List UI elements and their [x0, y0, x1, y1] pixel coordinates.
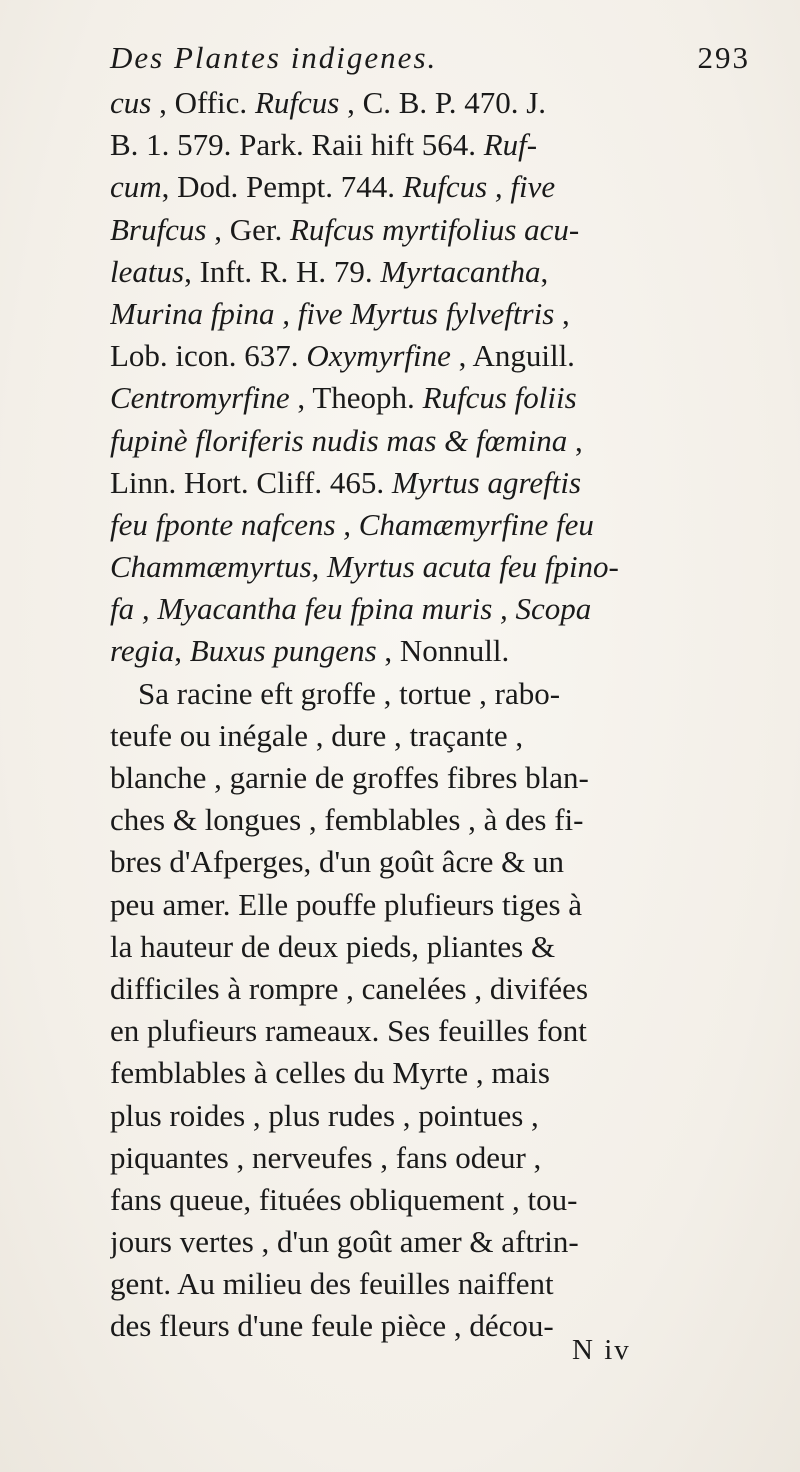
text-line [110, 757, 770, 799]
text-segment: , Ger. [206, 211, 290, 247]
text-segment: , Nonnull. [376, 633, 510, 669]
italic-segment: fupinè floriferis nudis mas & fœmina [110, 422, 568, 458]
italic-segment: leatus [110, 253, 185, 289]
text-segment: Lob. icon. 637. [110, 338, 307, 374]
text-segment: difficiles à rompre , canelées , divifées [110, 970, 589, 1006]
text-line [110, 1095, 770, 1137]
italic-segment: Ruf- [483, 127, 538, 163]
italic-segment: Myrtacantha [380, 253, 541, 289]
running-head [110, 40, 750, 80]
text-segment: des fleurs d'une feule pièce , décou- [110, 1308, 554, 1344]
text-segment: la hauteur de deux pieds, pliantes & [110, 928, 556, 964]
text-segment: , Dod. Pempt. 744. [161, 169, 403, 205]
text-line [110, 630, 770, 672]
text-line [110, 926, 770, 968]
text-segment: , [540, 253, 549, 289]
text-line [110, 1052, 770, 1094]
running-head-title: Des Plantes indigenes. [110, 40, 438, 75]
text-segment: gent. Au milieu des feuilles naiffent [110, 1266, 554, 1302]
text-segment: , [174, 633, 190, 669]
text-line [110, 799, 770, 841]
text-segment: , Offic. [151, 85, 255, 120]
text-segment: femblables à celles du Myrte , mais [110, 1055, 550, 1091]
italic-segment: Rufcus foliis [422, 380, 577, 416]
italic-segment: Murina fpina , five Myrtus fylveftris [110, 295, 555, 331]
text-line [110, 82, 770, 124]
text-line [110, 209, 770, 251]
text-line [110, 1263, 770, 1305]
text-line [110, 504, 770, 546]
italic-segment: Buxus pungens [189, 633, 377, 669]
text-line [110, 546, 770, 588]
text-line [110, 588, 770, 630]
text-segment: teufe ou inégale , dure , traçante , [110, 717, 524, 753]
text-segment: Sa racine eft groffe , tortue , rabo- [138, 675, 561, 711]
text-segment: , Anguill. [450, 338, 575, 374]
text-line [110, 1137, 770, 1179]
text-segment: , C. B. P. 470. J. [339, 85, 547, 120]
text-line [110, 715, 770, 757]
text-segment: plus roides , plus rudes , pointues , [110, 1097, 539, 1133]
text-segment: , Inft. R. H. 79. [184, 253, 381, 289]
text-line [110, 124, 770, 166]
text-line [110, 293, 770, 335]
text-segment: peu amer. Elle pouffe plufieurs tiges à [110, 886, 583, 922]
page-number: 293 [697, 40, 750, 75]
text-line [110, 968, 770, 1010]
text-line [110, 841, 770, 883]
text-segment: B. 1. 579. Park. Raii hift 564. [110, 127, 484, 163]
text-segment: , Theoph. [289, 380, 423, 416]
text-line [110, 462, 770, 504]
italic-segment: cus [110, 85, 152, 120]
italic-segment: cum [110, 169, 162, 205]
text-line [110, 1221, 770, 1263]
text-line [110, 377, 770, 419]
signature-mark: N iv [572, 1334, 631, 1366]
text-line [110, 1179, 770, 1221]
italic-segment: Brufcus [110, 211, 207, 247]
text-line [110, 1305, 770, 1347]
text-line [110, 884, 770, 926]
italic-segment: feu fponte nafcens , Chamæmyrfine feu [110, 506, 594, 542]
italic-segment: Rufcus myrtifolius acu- [289, 211, 580, 247]
text-segment: , [554, 295, 570, 331]
text-line [110, 673, 770, 715]
italic-segment: Rufcus [254, 85, 340, 120]
text-segment: jours vertes , d'un goût amer & aftrin- [110, 1224, 579, 1260]
text-segment: bres d'Afperges, d'un goût âcre & un [110, 844, 564, 880]
text-line [110, 251, 770, 293]
text-segment: Linn. Hort. Cliff. 465. [110, 464, 392, 500]
text-line [110, 335, 770, 377]
text-segment: fans queue, fituées obliquement , tou- [110, 1181, 578, 1217]
text-segment: ches & longues , femblables , à des fi- [110, 802, 584, 838]
italic-segment: Chammæmyrtus, Myrtus acuta feu fpino- [110, 549, 619, 585]
text-segment: piquantes , nerveufes , fans odeur , [110, 1139, 542, 1175]
italic-segment: Myrtus agreftis [391, 464, 582, 500]
text-segment: blanche , garnie de groffes fibres blan- [110, 760, 589, 795]
text-segment: en plufieurs rameaux. Ses feuilles font [110, 1013, 587, 1049]
italic-segment: Centromyrfine [110, 380, 290, 416]
italic-segment: regia [110, 633, 175, 669]
italic-segment: Oxymyrfine [306, 338, 451, 374]
body-text [110, 82, 770, 1348]
text-line [110, 1010, 770, 1052]
italic-segment: fa , Myacantha feu fpina muris , Scopa [110, 591, 592, 627]
text-line [110, 420, 770, 462]
text-segment: , [567, 422, 583, 458]
italic-segment: Rufcus , five [402, 169, 556, 205]
text-line [110, 166, 770, 208]
